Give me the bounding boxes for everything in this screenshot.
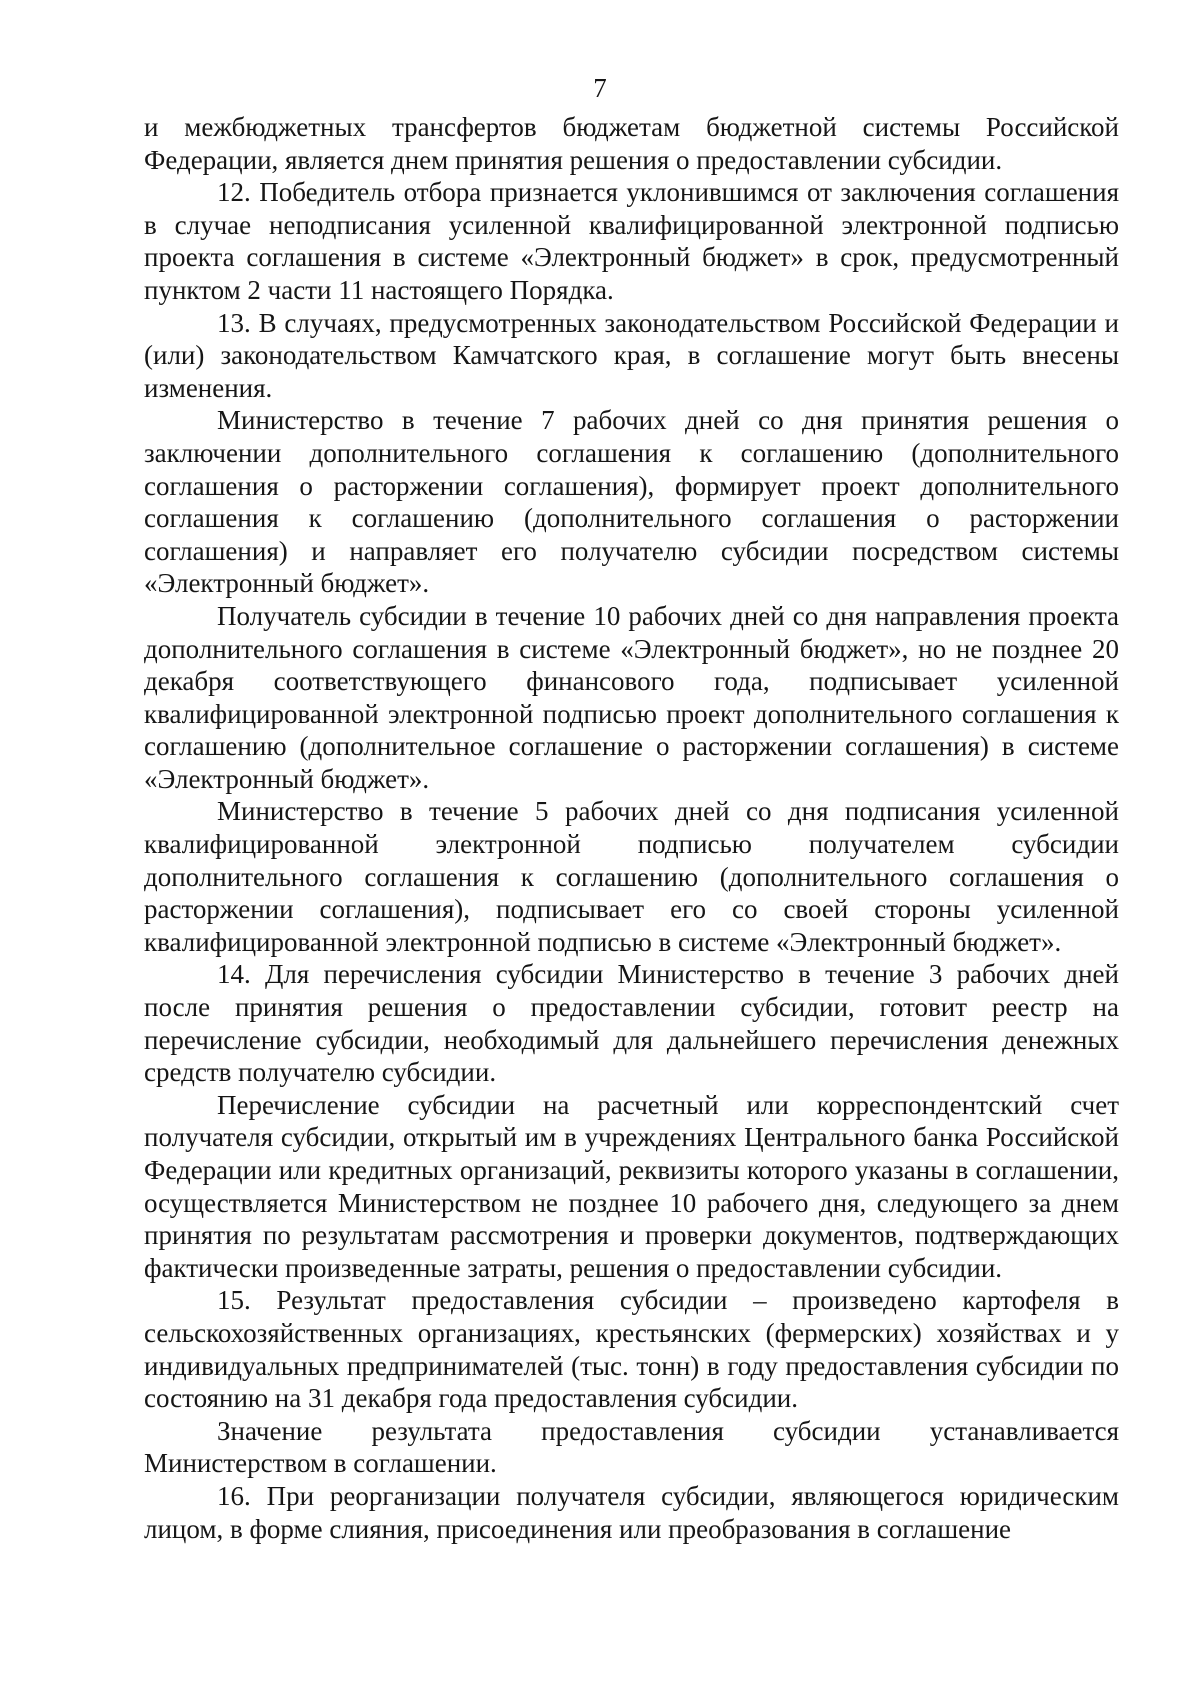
- document-body: [144, 111, 1119, 1545]
- paragraph-recipient-10-days: Получатель субсидии в течение 10 рабочих дней со дня направления проекта дополнительного соглашения в системе «Электронный бюджет», но не позднее 20 декабря соответствующего финансового года, подписывает усиленной квалифицированной электронной подписью проект дополнительного соглашения к соглашению (дополнительное соглашение о расторжении соглашения) в системе «Электронный бюджет».: [144, 600, 1119, 794]
- paragraph-item-15: 15. Результат предоставления субсидии – произведено картофеля в сельскохозяйственных организациях, крестьянских (фермерских) хозяйствах и у индивидуальных предпринимателей (тыс. тонн) в году предоставления субсидии по состоянию на 31 декабря года предоставления субсидии.: [144, 1285, 1119, 1414]
- paragraph-item-12: 12. Победитель отбора признается уклонившимся от заключения соглашения в случае неподписания усиленной квалифицированной электронной подписью проекта соглашения в системе «Электронный бюджет» в срок, предусмотренный пунктом 2 части 11 настоящего Порядка.: [144, 177, 1119, 305]
- paragraph-continuation: и межбюджетных трансфертов бюджетам бюджетной системы Российской Федерации, является днем принятия решения о предоставлении субсидии.: [144, 112, 1119, 175]
- paragraph-ministry-5-days: Министерство в течение 5 рабочих дней со дня подписания усиленной квалифицированной электронной подписью получателем субсидии дополнительного соглашения к соглашению (дополнительного соглашения о расторжении соглашения), подписывает его со своей стороны усиленной квалифицированной электронной подписью в системе «Электронный бюджет».: [144, 796, 1119, 957]
- paragraph-ministry-7-days: Министерство в течение 7 рабочих дней со дня принятия решения о заключении дополнительного соглашения к соглашению (дополнительного соглашения о расторжении соглашения), формирует проект дополнительного соглашения к соглашению (дополнительного соглашения о расторжении соглашения) и направляет его получателю субсидии посредством системы «Электронный бюджет».: [144, 405, 1119, 599]
- paragraph-item-14: 14. Для перечисления субсидии Министерство в течение 3 рабочих дней после принятия решения о предоставлении субсидии, готовит реестр на перечисление субсидии, необходимый для дальнейшего перечисления денежных средств получателю субсидии.: [144, 959, 1119, 1088]
- page-number: 7: [593, 73, 607, 103]
- paragraph-result-value: Значение результата предоставления субсидии устанавливается Министерством в соглашении.: [144, 1415, 1119, 1479]
- paragraph-item-16: 16. При реорганизации получателя субсидии, являющегося юридическим лицом, в форме слияния, присоединения или преобразования в соглашение: [144, 1480, 1119, 1544]
- paragraph-transfer: Перечисление субсидии на расчетный или корреспондентский счет получателя субсидии, открытый им в учреждениях Центрального банка Российской Федерации или кредитных организаций, реквизиты которого указаны в соглашении, осуществляется Министерством не позднее 10 рабочего дня, следующего за днем принятия по результатам рассмотрения и проверки документов, подтверждающих фактически произведенные затраты, решения о предоставлении субсидии.: [144, 1089, 1119, 1283]
- paragraph-item-13: 13. В случаях, предусмотренных законодательством Российской Федерации и (или) законодательством Камчатского края, в соглашение могут быть внесены изменения.: [144, 307, 1119, 403]
